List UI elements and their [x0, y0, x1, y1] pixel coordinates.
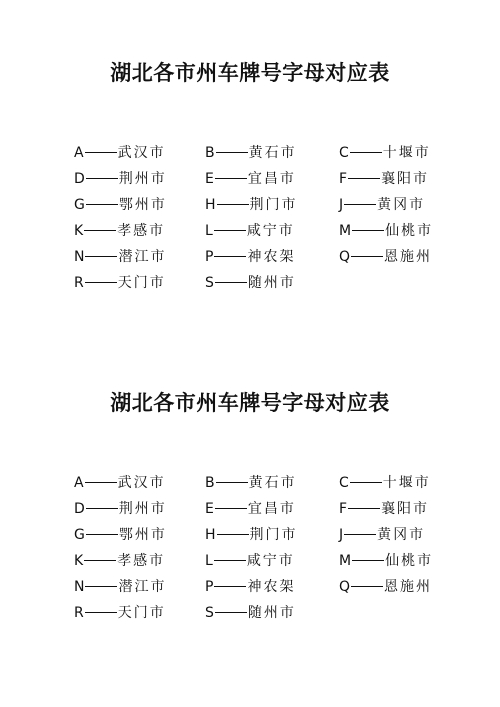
plate-entry [205, 247, 295, 267]
plate-letter: S [205, 605, 214, 621]
dash-separator [215, 282, 247, 283]
city-name: 武汉市 [117, 145, 166, 161]
plate-row [0, 525, 500, 545]
plate-letter: F [339, 501, 348, 517]
plate-letter: K [74, 553, 84, 569]
plate-letter: K [74, 223, 84, 239]
plate-entry [339, 577, 432, 597]
city-name: 武汉市 [117, 475, 166, 491]
dash-separator [348, 508, 380, 509]
plate-letter: D [74, 171, 85, 187]
dash-separator [351, 586, 383, 587]
plate-letter: N [74, 249, 85, 265]
plate-entry [339, 221, 433, 241]
dash-separator [215, 508, 247, 509]
city-name: 咸宁市 [246, 223, 295, 239]
dash-separator [85, 256, 117, 257]
city-name: 神农架 [247, 579, 296, 595]
plate-letter: M [339, 223, 352, 239]
plate-letter: H [205, 197, 216, 213]
plate-entry [74, 221, 165, 241]
plate-letter: N [74, 579, 85, 595]
dash-separator [216, 482, 248, 483]
city-name: 潜江市 [118, 579, 167, 595]
city-name: 仙桃市 [385, 223, 434, 239]
plate-letter: Q [339, 249, 351, 265]
plate-entry [339, 169, 429, 189]
city-name: 荆门市 [249, 197, 298, 213]
plate-entry [205, 577, 295, 597]
dash-separator [214, 230, 246, 231]
plate-entry [74, 247, 166, 267]
plate-entry [74, 273, 166, 293]
dash-separator [214, 586, 246, 587]
dash-separator [350, 152, 382, 153]
plate-entry [339, 551, 433, 571]
city-name: 黄冈市 [377, 527, 426, 543]
city-name: 孝感市 [117, 553, 166, 569]
city-name: 鄂州市 [118, 527, 167, 543]
plate-row [0, 195, 500, 215]
plate-letter: J [339, 527, 344, 543]
plate-letter: P [205, 579, 214, 595]
plate-row [0, 247, 500, 267]
plate-row [0, 473, 500, 493]
plate-letter: C [339, 475, 349, 491]
plate-letter: P [205, 249, 214, 265]
plate-letter: B [205, 475, 215, 491]
city-name: 恩施州 [384, 249, 433, 265]
dash-separator [217, 204, 249, 205]
city-name: 孝感市 [117, 223, 166, 239]
dash-separator [85, 612, 117, 613]
dash-separator [85, 152, 117, 153]
dash-separator [350, 482, 382, 483]
city-name: 荆门市 [249, 527, 298, 543]
dash-separator [86, 508, 118, 509]
plate-entry [205, 273, 296, 293]
plate-entry [74, 603, 166, 623]
city-name: 宜昌市 [247, 171, 296, 187]
city-name: 黄冈市 [377, 197, 426, 213]
plate-row [0, 499, 500, 519]
plate-row [0, 577, 500, 597]
plate-letter: A [74, 145, 84, 161]
plate-row [0, 143, 500, 163]
plate-letter: L [205, 223, 213, 239]
dash-separator [348, 178, 380, 179]
plate-letter: C [339, 145, 349, 161]
plate-letter: J [339, 197, 344, 213]
city-name: 恩施州 [384, 579, 433, 595]
city-name: 襄阳市 [381, 501, 430, 517]
plate-entry [339, 473, 431, 493]
plate-entry [205, 525, 298, 545]
page-title: 湖北各市州车牌号字母对应表 [110, 390, 390, 415]
plate-letter: L [205, 553, 213, 569]
plate-letter: G [74, 527, 85, 543]
dash-separator [351, 256, 383, 257]
dash-separator [86, 534, 118, 535]
plate-entry [205, 143, 297, 163]
plate-row [0, 603, 500, 623]
plate-entry [205, 603, 296, 623]
city-name: 天门市 [117, 605, 166, 621]
plate-row [0, 273, 500, 293]
plate-entry [74, 195, 167, 215]
city-name: 天门市 [117, 275, 166, 291]
plate-entry [205, 169, 296, 189]
city-name: 随州市 [247, 605, 296, 621]
city-name: 荆州市 [118, 501, 167, 517]
plate-entry [74, 143, 166, 163]
city-name: 神农架 [247, 249, 296, 265]
plate-entry [339, 525, 425, 545]
plate-letter: R [74, 605, 84, 621]
plate-entry [74, 525, 167, 545]
plate-letter: A [74, 475, 84, 491]
plate-letter: H [205, 527, 216, 543]
dash-separator [216, 152, 248, 153]
dash-separator [344, 534, 376, 535]
plate-letter: Q [339, 579, 351, 595]
dash-separator [84, 230, 116, 231]
plate-entry [205, 195, 298, 215]
dash-separator [214, 256, 246, 257]
city-name: 咸宁市 [246, 553, 295, 569]
dash-separator [86, 178, 118, 179]
city-name: 随州市 [247, 275, 296, 291]
dash-separator [86, 204, 118, 205]
plate-entry [205, 551, 295, 571]
plate-letter: R [74, 275, 84, 291]
plate-entry [339, 499, 429, 519]
city-name: 鄂州市 [118, 197, 167, 213]
plate-row [0, 169, 500, 189]
plate-entry [205, 473, 297, 493]
plate-letter: G [74, 197, 85, 213]
plate-entry [74, 169, 167, 189]
plate-entry [74, 577, 166, 597]
dash-separator [85, 586, 117, 587]
city-name: 仙桃市 [385, 553, 434, 569]
dash-separator [352, 560, 384, 561]
city-name: 荆州市 [118, 171, 167, 187]
plate-entry [74, 551, 165, 571]
city-name: 襄阳市 [381, 171, 430, 187]
plate-entry [74, 473, 166, 493]
city-name: 黄石市 [248, 475, 297, 491]
dash-separator [215, 612, 247, 613]
city-name: 十堰市 [382, 475, 431, 491]
page-title: 湖北各市州车牌号字母对应表 [110, 60, 390, 85]
plate-letter: E [205, 171, 214, 187]
plate-entry [339, 195, 425, 215]
plate-entry [205, 221, 295, 241]
dash-separator [344, 204, 376, 205]
city-name: 潜江市 [118, 249, 167, 265]
dash-separator [85, 282, 117, 283]
dash-separator [85, 482, 117, 483]
dash-separator [217, 534, 249, 535]
plate-entry [205, 499, 296, 519]
plate-letter: M [339, 553, 352, 569]
plate-entry [339, 247, 432, 267]
plate-letter: F [339, 171, 348, 187]
plate-letter: D [74, 501, 85, 517]
city-name: 宜昌市 [247, 501, 296, 517]
plate-row [0, 221, 500, 241]
dash-separator [84, 560, 116, 561]
city-name: 十堰市 [382, 145, 431, 161]
plate-row [0, 551, 500, 571]
plate-entry [339, 143, 431, 163]
plate-letter: S [205, 275, 214, 291]
city-name: 黄石市 [248, 145, 297, 161]
dash-separator [215, 178, 247, 179]
dash-separator [352, 230, 384, 231]
plate-letter: E [205, 501, 214, 517]
dash-separator [214, 560, 246, 561]
plate-entry [74, 499, 167, 519]
plate-letter: B [205, 145, 215, 161]
